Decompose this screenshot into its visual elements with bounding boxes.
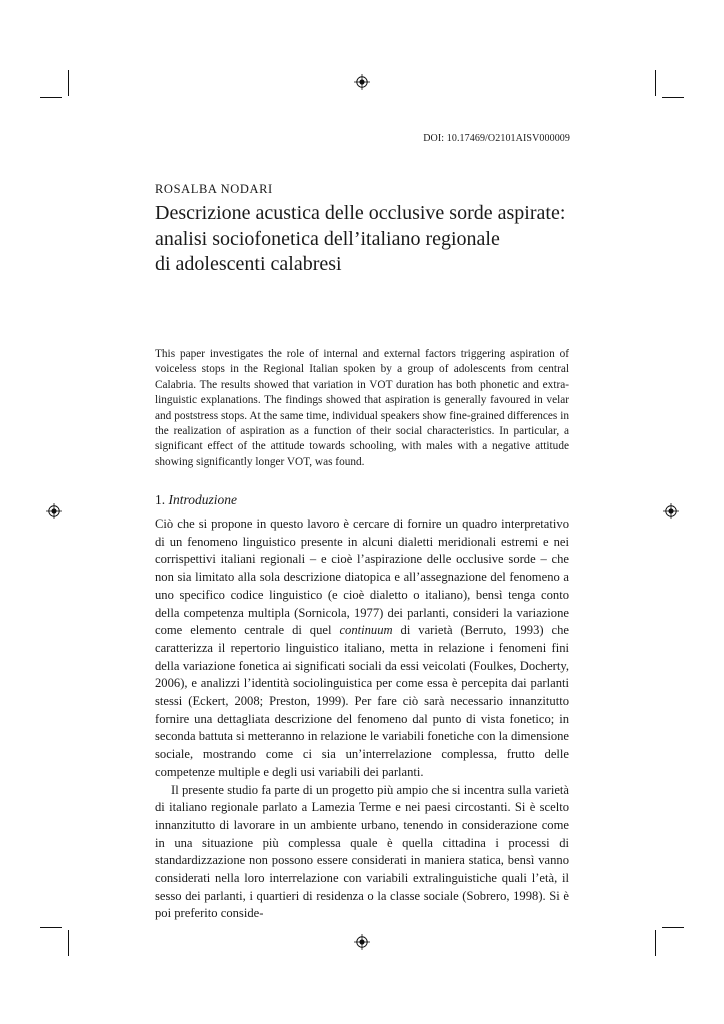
- paper-title-line: Descrizione acustica delle occlusive sorde aspirate:: [155, 202, 566, 224]
- crop-mark: [662, 927, 684, 928]
- paper-title: [155, 201, 575, 278]
- crop-mark: [662, 97, 684, 98]
- paragraph-text: di varietà (Berruto, 1993) che caratterizza il repertorio linguistico italiano, metta in relazione i fenomeni fini della variazione fonetica ai significati sociali da essi veicolati (Foulkes, Docherty, 2006), e analizzi l’identità sociolinguistica per come essa è percepita dai parlanti stessi (Eckert, 2008; Preston, 1999). Per fare ciò sarà necessario innanzitutto fornire una dettagliata descrizione del fenomeno dal punto di vista fonetico; in seconda battuta si metteranno in relazione le variabili fonetiche con la dimensione sociale, mostrando come ci sia un’interrelazione complessa, frutto delle competenze multiple e degli usi variabili dei parlanti.: [155, 623, 570, 779]
- paper-title-line: di adolescenti calabresi: [155, 253, 342, 275]
- paragraph-text: Ciò che si propone in questo lavoro è cercare di fornire un quadro interpretativo di un fenomeno linguistico presente in alcuni dialetti meridionali estremi e nei corrispettivi italiani regionali – e cioè l’aspirazione delle occlusive sorde – che non sia limitato alla sola descrizione diatopica e all’assegnazione del fenomeno a uno specifico codice linguistico (e cioè dialetto o italiano), bensì tenga conto della competenza multipla (Sornicola, 1977) dei parlanti, consideri la variazione come elemento centrale di quel: [155, 517, 569, 638]
- registration-mark-icon: [663, 503, 679, 519]
- crop-mark: [40, 927, 62, 928]
- crop-mark: [40, 97, 62, 98]
- registration-mark-icon: [354, 74, 370, 90]
- author-name: ROSALBA NODARI: [155, 182, 273, 196]
- section-heading: [155, 492, 237, 508]
- paper-title-line: analisi sociofonetica dell’italiano regionale: [155, 227, 500, 250]
- paragraph: [155, 516, 569, 782]
- crop-mark: [655, 930, 656, 956]
- paragraph: Il presente studio fa parte di un progetto più ampio che si incentra sulla varietà di italiano regionale parlato a Lamezia Terme e nei paesi circostanti. Si è scelto innanzitutto di lavorare in un ambiente urbano, tenendo in considerazione come in una situazione più complessa quale è quella cittadina i processi di standardizzazione non possono essere considerati in maniera statica, bensì vanno considerati nella loro interrelazione con variabili extralinguistiche quali l’età, il sesso dei parlanti, i quartieri di residenza o la classe sociale (Sobrero, 1998). Si è poi preferito conside-: [155, 782, 569, 921]
- crop-mark: [655, 70, 656, 96]
- registration-mark-icon: [46, 503, 62, 519]
- crop-mark: [68, 930, 69, 956]
- registration-mark-icon: [354, 934, 370, 950]
- abstract: This paper investigates the role of internal and external factors triggering aspiration of voiceless stops in the Regional Italian spoken by a group of adolescents from central Calabria. The results showed that variation in VOT duration has both phonetic and extra-linguistic explanations. The findings showed that aspiration is generally favoured in velar and poststress stops. At the same time, individual speakers show fine-grained differences in the realization of aspiration as a function of their social characteristics. In particular, a significant effect of the attitude towards schooling, with males with a negative attitude showing significantly longer VOT, was found.: [155, 348, 569, 468]
- crop-mark: [68, 70, 69, 96]
- doi-identifier: DOI: 10.17469/O2101AISV000009: [423, 133, 570, 144]
- body-text: [155, 516, 569, 923]
- italic-term: continuum: [339, 623, 393, 638]
- section-title: Introduzione: [168, 492, 237, 507]
- section-number: 1.: [155, 492, 166, 507]
